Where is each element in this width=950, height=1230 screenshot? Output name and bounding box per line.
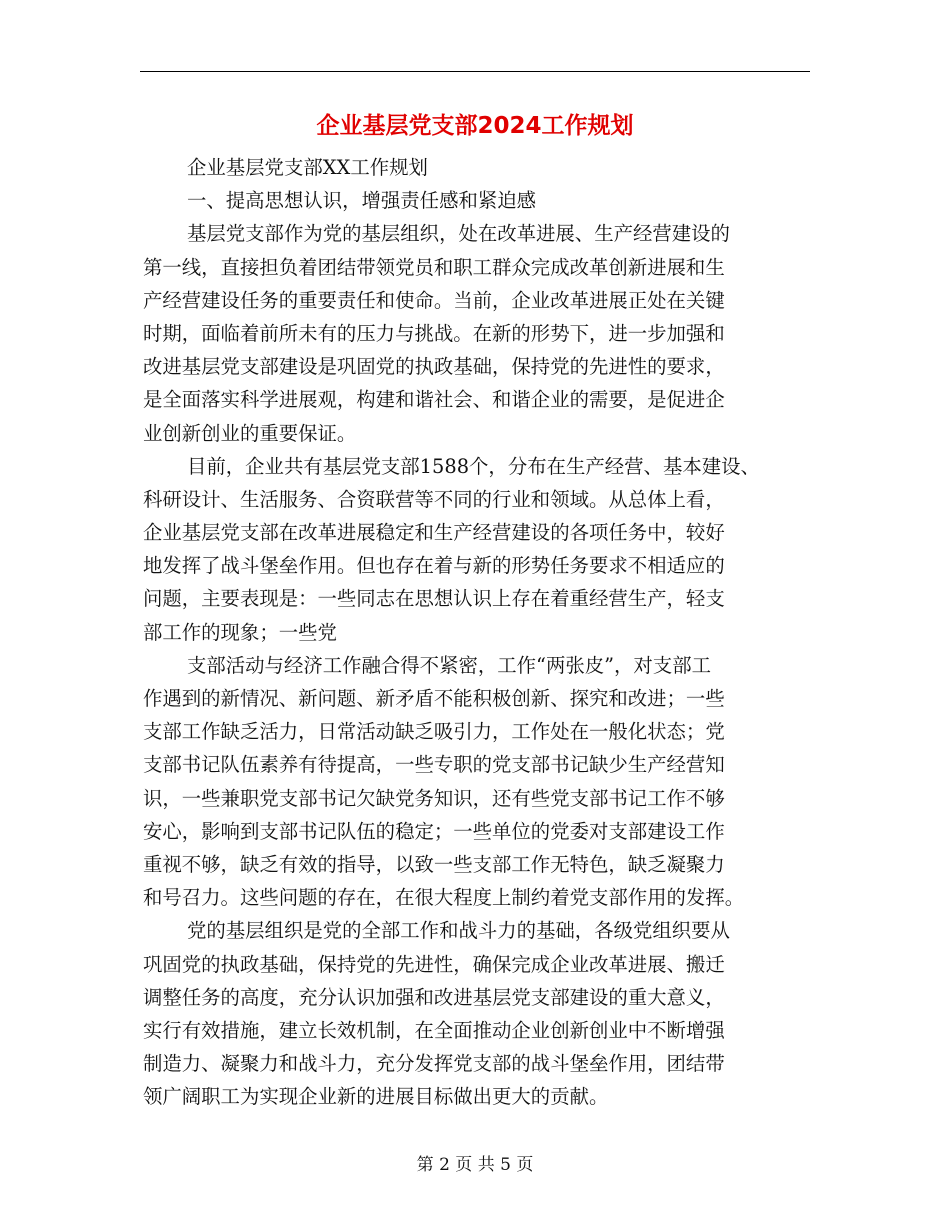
body-line: 作遇到的新情况、新问题、新矛盾不能积极创新、探究和改进；一些 [143, 687, 725, 710]
body-line: 企业基层党支部XX工作规划 [187, 156, 428, 179]
document-body [143, 151, 819, 1113]
body-line: 重视不够，缺乏有效的指导，以致一些支部工作无特色，缺乏凝聚力 [143, 852, 725, 876]
body-line: 安心，影响到支部书记队伍的稳定；一些单位的党委对支部建设工作 [143, 819, 725, 843]
body-line: 部工作的现象；一些党 [143, 620, 337, 644]
body-line: 业创新创业的重要保证。 [143, 421, 357, 445]
body-line: 地发挥了战斗堡垒作用。但也存在着与新的形势任务要求不相适应的 [143, 554, 725, 578]
body-line: 第一线，直接担负着团结带领党员和职工群众完成改革创新进展和生 [143, 255, 725, 279]
body-line: 支部书记队伍素养有待提高，一些专职的党支部书记缺少生产经营知 [143, 753, 725, 777]
body-line: 产经营建设任务的重要责任和使命。当前，企业改革进展正处在关键 [143, 288, 725, 312]
body-line: 企业基层党支部在改革进展稳定和生产经营建设的各项任务中，较好 [143, 521, 725, 545]
body-line: 识，一些兼职党支部书记欠缺党务知识，还有些党支部书记工作不够 [143, 786, 725, 810]
body-line: 科研设计、生活服务、合资联营等不同的行业和领域。从总体上看， [143, 487, 725, 511]
body-line: 领广阔职工为实现企业新的进展目标做出更大的贡献。 [143, 1085, 609, 1109]
body-line: 支部工作缺乏活力，日常活动缺乏吸引力，工作处在一般化状态；党 [143, 720, 725, 744]
body-line: 巩固党的执政基础，保持党的先进性，确保完成企业改革进展、搬迁 [143, 952, 725, 976]
body-line: 支部活动与经济工作融合得不紧密，工作“两张皮”，对支部工 [187, 653, 711, 677]
header-rule [140, 71, 810, 72]
body-line: 是全面落实科学进展观，构建和谐社会、和谐企业的需要，是促进企 [143, 388, 725, 412]
body-line: 调整任务的高度，充分认识加强和改进基层党支部建设的重大意义， [143, 985, 725, 1009]
body-line: 实行有效措施，建立长效机制，在全面推动企业创新创业中不断增强 [143, 1018, 725, 1042]
body-line: 基层党支部作为党的基层组织，处在改革进展、生产经营建设的 [187, 222, 730, 246]
body-line: 和号召力。这些问题的存在，在很大程度上制约着党支部作用的发挥。 [143, 886, 745, 910]
body-line: 目前，企业共有基层党支部1588个，分布在生产经营、基本建设、 [187, 454, 760, 478]
body-line: 改进基层党支部建设是巩固党的执政基础，保持党的先进性的要求， [143, 355, 725, 379]
page-number: 第 2 页 共 5 页 [416, 1155, 534, 1175]
section-heading: 一、提高思想认识，增强责任感和紧迫感 [187, 189, 537, 213]
body-line: 时期，面临着前所未有的压力与挑战。在新的形势下，进一步加强和 [143, 321, 725, 345]
body-line: 问题，主要表现是：一些同志在思想认识上存在着重经营生产，轻支 [143, 587, 725, 611]
document-title: 企业基层党支部2024工作规划 [316, 113, 634, 139]
body-line: 党的基层组织是党的全部工作和战斗力的基础，各级党组织要从 [187, 919, 730, 943]
body-line: 制造力、凝聚力和战斗力，充分发挥党支部的战斗堡垒作用，团结带 [143, 1052, 725, 1076]
